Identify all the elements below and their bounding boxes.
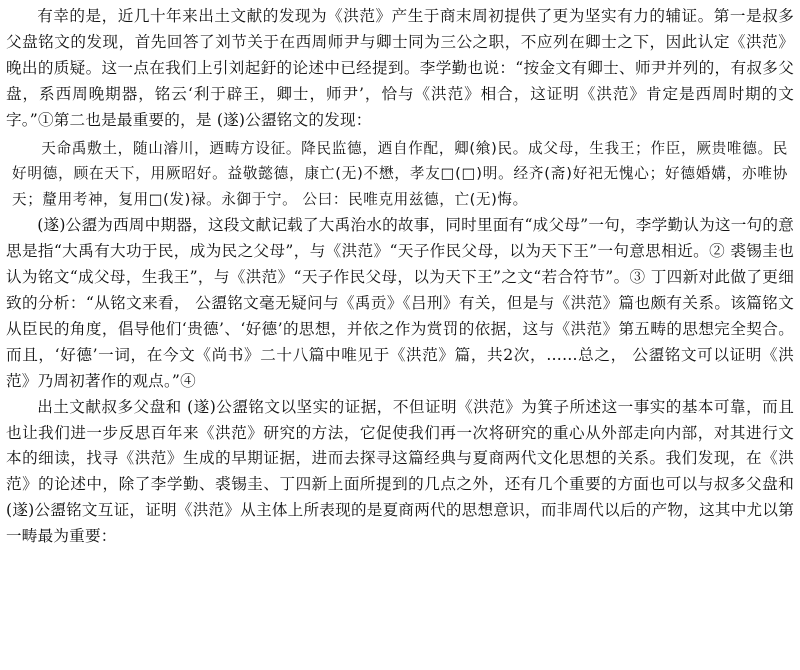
paragraph-intro: 有幸的是，近几十年来出土文献的发现为《洪范》产生于商末周初提供了更为坚实有力的辅证。第一是叔多父盘铭文的发现，首先回答了刘节关于在西周师尹与卿士同为三公之职，不应列在卿士之下，因此认定《洪范》晚出的质疑。这一点在我们上引刘起釪的论述中已经提到。李学勤也说：“按金文有卿士、师尹并列的，有叔多父盘，系西周晚期器，铭云‘利于辟王，卿士，师尹’，恰与《洪范》相合，这证明《洪范》肯定是西周时期的文字。”①第二也是最重要的，是 (遂)公盨铭文的发现： bbox=[6, 7, 794, 129]
paragraph-conclusion: 出土文献叔多父盘和 (遂)公盨铭文以坚实的证据，不但证明《洪范》为箕子所述这一事实的基本可靠，而且也让我们进一步反思百年来《洪范》研究的方法，它促使我们再一次将研究的重心从外部走向内部，对其进行文本的细读，找寻《洪范》生成的早期证据，进而去探寻这篇经典与夏商两代文化思想的关系。我们发现，在《洪范》的论述中，除了李学勤、裘锡圭、丁四新上面所提到的几点之外，还有几个重要的方面也可以与叔多父盘和 (遂)公盨铭文互证，证明《洪范》从主体上所表现的是夏商两代的思想意识，而非周代以后的产物，这其中尤以第一畴最为重要： bbox=[6, 397, 794, 546]
inscription-quote: 天命禹敷土，随山濬川，迺畴方设征。降民监德，迺自作配，卿(飨)民。成父母，生我王；作臣，厥贵唯德。民好明德，顾在天下，用厥昭好。益敬懿德，康亡(无)不懋，孝友□(□)明。经齐(斋)好祀无愧心；好德婚媾，亦唯协天；釐用考神，复用□(发)禄。永御于宁。 公曰：民唯克用兹德，亡(无)悔。 bbox=[12, 139, 788, 208]
paragraph-analysis: (遂)公盨为西周中期器，这段文献记载了大禹治水的故事，同时里面有“成父母”一句，李学勤认为这一句的意思是指“大禹有大功于民，成为民之父母”，与《洪范》“天子作民父母，以为天下王”一句意思相近。② 裘锡圭也认为铭文“成父母，生我王”，与《洪范》“天子作民父母，以为天下王”之文“若合符节”。③ 丁四新对此做了更细致的分析：“从铭文来看， 公盨铭文毫无疑问与《禹贡》《吕刑》有关，但是与《洪范》篇也颇有关系。该篇铭文从臣民的角度，倡导他们‘贵德’、‘好德’的思想，并依之作为赏罚的依据，这与《洪范》第五畴的思想完全契合。而且，‘好德’一词，在今文《尚书》二十八篇中唯见于《洪范》篇，共2次，……总之， 公盨铭文可以证明《洪范》乃周初著作的观点。”④ bbox=[6, 216, 794, 390]
